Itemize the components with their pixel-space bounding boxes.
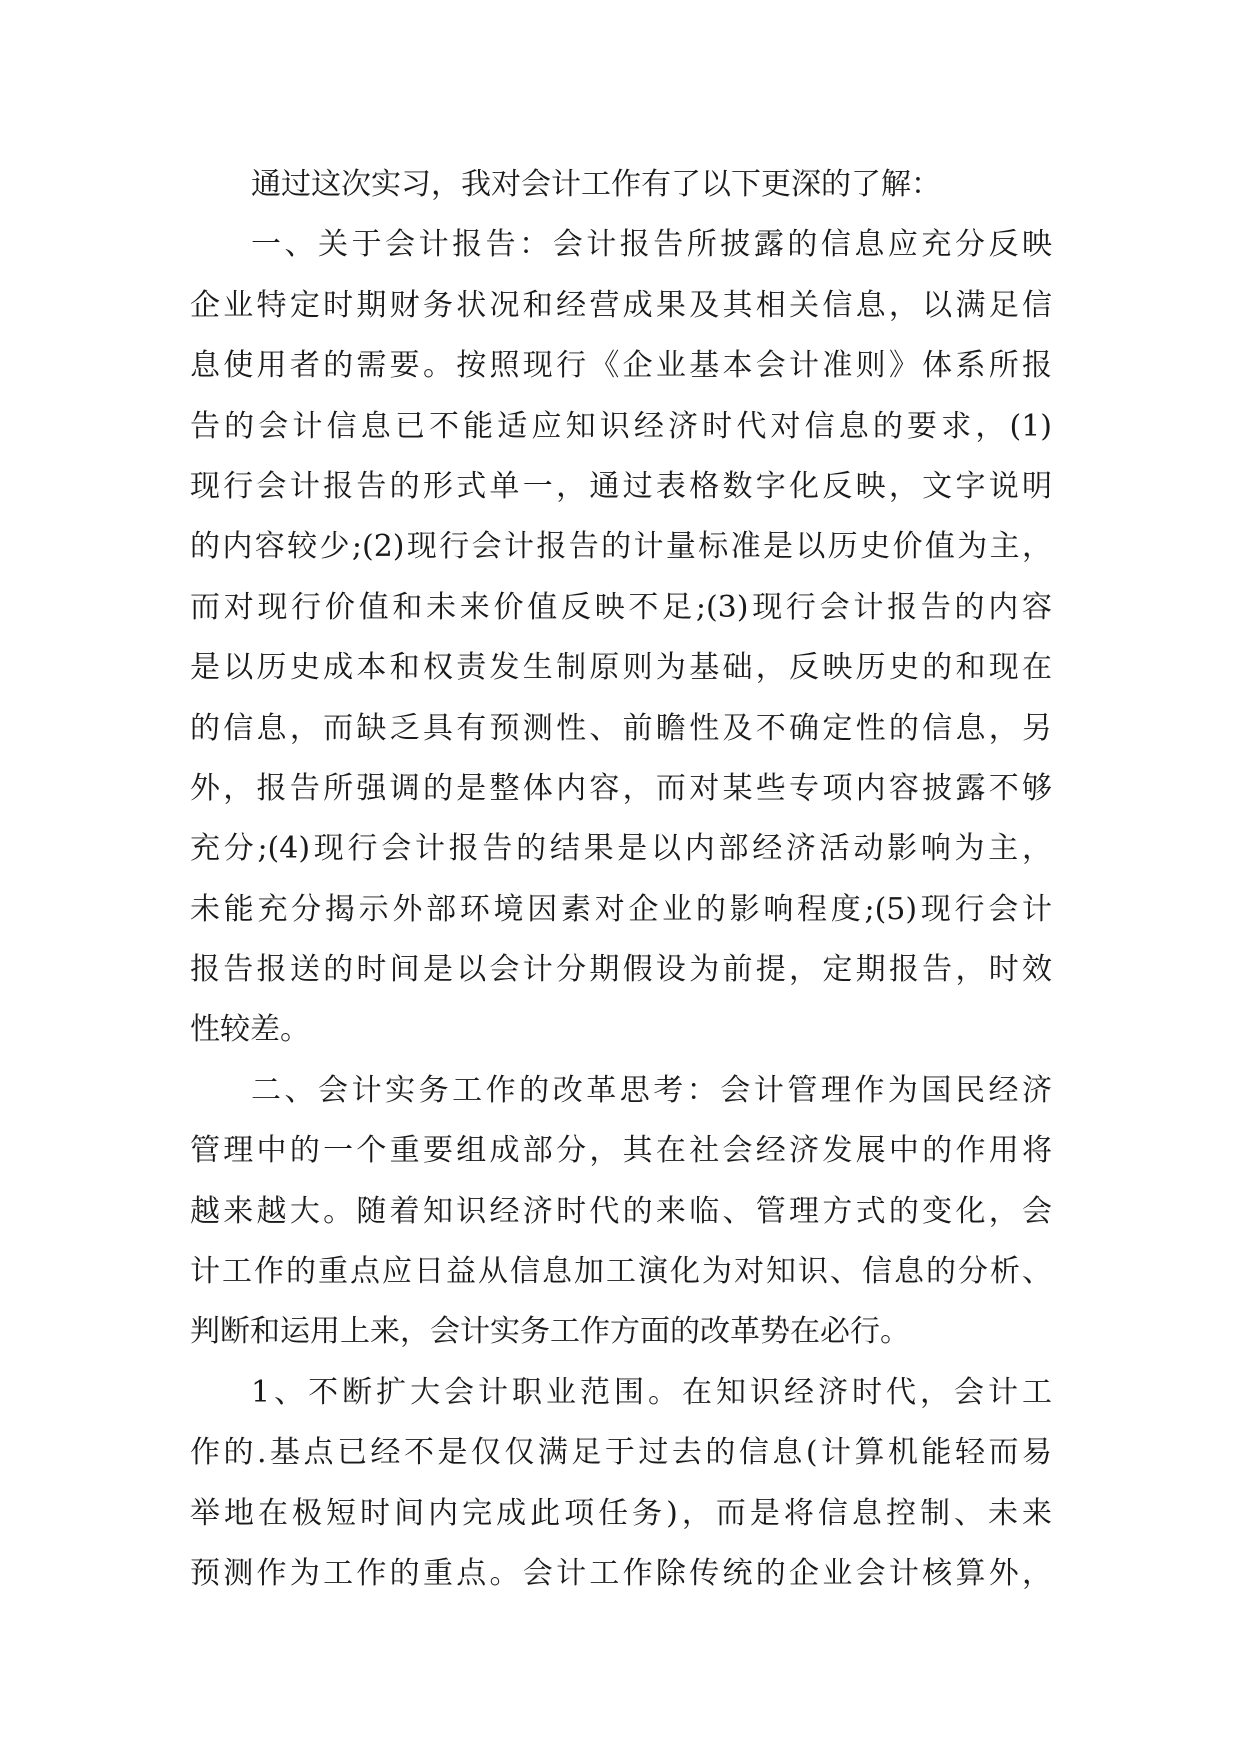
- paragraph-section-1-line: 一、关于会计报告：会计报告所披露的信息应充分反映: [251, 227, 1052, 263]
- paragraph-section-1-line: 充分;(4)现行会计报告的结果是以内部经济活动影响为主，: [190, 831, 1052, 867]
- paragraph-section-2-line: 管理中的一个重要组成部分，其在社会经济发展中的作用将: [190, 1133, 1052, 1169]
- paragraph-intro-line: 通过这次实习，我对会计工作有了以下更深的了解：: [251, 167, 941, 202]
- document-body: [190, 155, 1052, 1604]
- paragraph-item-1-line: 作的.基点已经不是仅仅满足于过去的信息(计算机能轻而易: [190, 1435, 1052, 1471]
- paragraph-section-1-line: 的信息，而缺乏具有预测性、前瞻性及不确定性的信息，另: [190, 710, 1052, 746]
- paragraph-section-1-line: 而对现行价值和未来价值反映不足;(3)现行会计报告的内容: [190, 589, 1052, 625]
- paragraph-item-1-line: 预测作为工作的重点。会计工作除传统的企业会计核算外，: [190, 1555, 1052, 1591]
- paragraph-section-1-line: 外，报告所强调的是整体内容，而对某些专项内容披露不够: [190, 770, 1052, 806]
- paragraph-section-1-line: 息使用者的需要。按照现行《企业基本会计准则》体系所报: [190, 348, 1052, 384]
- paragraph-section-1-line: 性较差。: [190, 1012, 310, 1048]
- paragraph-section-2-line: 二、会计实务工作的改革思考：会计管理作为国民经济: [251, 1072, 1052, 1108]
- paragraph-section-1-line: 报告报送的时间是以会计分期假设为前提，定期报告，时效: [190, 952, 1052, 988]
- paragraph-item-1-line: 举地在极短时间内完成此项任务)，而是将信息控制、未来: [190, 1495, 1052, 1531]
- paragraph-section-1-line: 的内容较少;(2)现行会计报告的计量标准是以历史价值为主，: [190, 529, 1052, 565]
- paragraph-section-2-line: 计工作的重点应日益从信息加工演化为对知识、信息的分析、: [190, 1254, 1052, 1290]
- paragraph-section-1-line: 告的会计信息已不能适应知识经济时代对信息的要求，(1): [190, 408, 1052, 444]
- paragraph-section-2-line: 越来越大。随着知识经济时代的来临、管理方式的变化，会: [190, 1193, 1052, 1229]
- paragraph-section-1-line: 现行会计报告的形式单一，通过表格数字化反映，文字说明: [190, 468, 1052, 504]
- paragraph-section-1-line: 是以历史成本和权责发生制原则为基础，反映历史的和现在: [190, 650, 1052, 686]
- paragraph-section-1-line: 企业特定时期财务状况和经营成果及其相关信息，以满足信: [190, 287, 1052, 323]
- paragraph-item-1-line: 1、不断扩大会计职业范围。在知识经济时代，会计工: [251, 1374, 1052, 1410]
- paragraph-section-2-line: 判断和运用上来，会计实务工作方面的改革势在必行。: [190, 1314, 910, 1350]
- paragraph-section-1-line: 未能充分揭示外部环境因素对企业的影响程度;(5)现行会计: [190, 891, 1052, 927]
